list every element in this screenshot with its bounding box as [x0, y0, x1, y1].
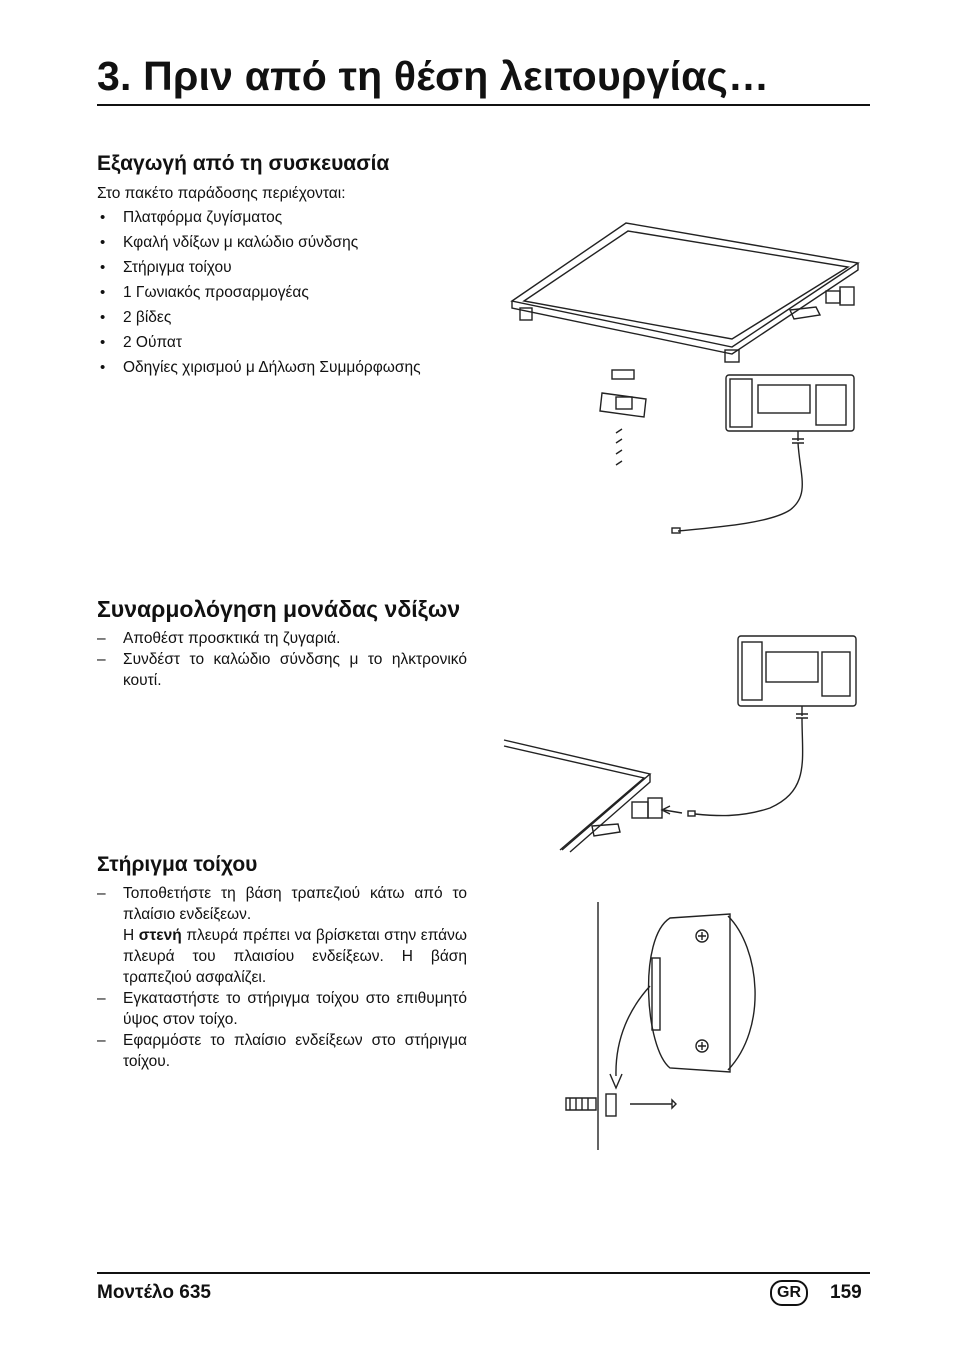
footer-divider	[97, 1272, 870, 1274]
cable-connection-illustration	[500, 630, 870, 855]
list-item	[97, 883, 467, 988]
wall-mount-illustration	[560, 898, 780, 1158]
dash-marker: –	[97, 630, 106, 647]
list-item: • 2 βίδες	[97, 307, 421, 332]
unpacking-intro: Στο πακέτο παράδοσης περιέχονται:	[97, 185, 346, 202]
section-heading-wall-mount: Στήριγμα τοίχου	[97, 853, 258, 876]
footer-model-name: Μοντέλο 635	[97, 1282, 211, 1303]
country-badge: GR	[770, 1280, 808, 1306]
page-title: 3. Πριν από τη θέση λειτουργίας…	[97, 53, 770, 99]
step-text: Εγκαταστήστε το στήριγμα τοίχου στο επιθυμητό ύψος στον τοίχο.	[123, 990, 467, 1028]
package-contents-illustration	[500, 215, 870, 545]
list-item	[97, 649, 467, 691]
emphasis-text: στενή	[138, 927, 182, 944]
section-heading-assembly: Συναρμολόγηση μονάδας νδίξων	[97, 596, 461, 622]
list-item: • 1 Γωνιακός προσαρμογέας	[97, 282, 421, 307]
list-item: • 2 Ούπατ	[97, 332, 421, 357]
list-item: • Οδηγίες χιρισμού μ Δήλωση Συμμόρφωσης	[97, 357, 421, 382]
step-text: Τοποθετήστε τη βάση τραπεζιού κάτω από το πλαίσιο ενδείξεων.	[123, 885, 467, 923]
section-heading-unpacking: Εξαγωγή από τη συσκευασία	[97, 152, 390, 175]
dash-marker: –	[97, 990, 106, 1007]
list-item	[97, 1030, 467, 1072]
page-number: 159	[830, 1282, 862, 1303]
title-divider	[97, 104, 870, 106]
assembly-steps	[97, 628, 467, 691]
list-item: • Πλατφόρμα ζυγίσματος	[97, 207, 421, 232]
list-item	[97, 628, 467, 649]
wall-mount-steps	[97, 883, 467, 1072]
dash-marker: –	[97, 651, 106, 668]
step-text: Συνδέστ το καλώδιο σύνδσης μ το ηλκτρονικό κουτί.	[123, 651, 467, 689]
dash-marker: –	[97, 1032, 106, 1049]
list-item: • Κφαλή νδίξων μ καλώδιο σύνδσης	[97, 232, 421, 257]
dash-marker: –	[97, 885, 106, 902]
step-note: Η στενή πλευρά πρέπει να βρίσκεται στην επάνω πλευρά του πλαισίου ενδείξεων. Η βάση τραπεζιού ασφαλίζει.	[123, 927, 467, 986]
list-item: • Στήριγμα τοίχου	[97, 257, 421, 282]
contents-list	[97, 207, 421, 382]
list-item	[97, 988, 467, 1030]
step-text: Εφαρμόστε το πλαίσιο ενδείξεων στο στήριγμα τοίχου.	[123, 1032, 467, 1070]
step-text: Αποθέστ προσκτικά τη ζυγαριά.	[123, 630, 341, 647]
